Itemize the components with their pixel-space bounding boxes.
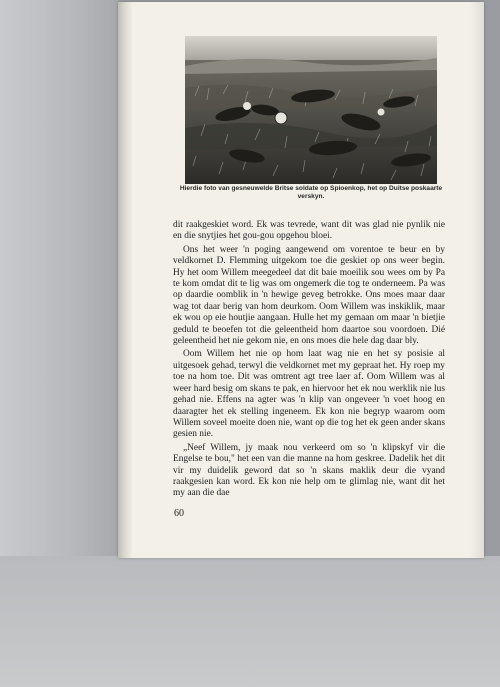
battlefield-photo <box>185 36 437 184</box>
page-edge <box>470 2 484 558</box>
paragraph-4: „Neef Willem, jy maak nou verkeerd om so 'n klipskyf vir die Engelse te bou," het een van die manne na hom geskree. Dadelik het dit vir my duidelik geword dat so 'n skans maklik deur die vyand raakgesien kan word. Ek kon nie help om te glimlag nie, want dit het my aan die dae <box>173 442 445 499</box>
body-text <box>173 220 445 502</box>
book-gutter <box>118 2 132 558</box>
paragraph-3: Oom Willem het nie op hom laat wag nie en het sy posisie al uitgesoek gehad, terwyl die veldkornet met my gepraat het. Hy roep my toe na hom toe. Dit was omtrent agt tree laer af. Oom Willem was al weer hard besig om skans te pak, en hiervoor het ek nou werklik nie lus gehad nie. Effens na agter was 'n klip van ongeveer 'n voet hoog en daaragter het ek stelling ingeneem. Ek kon nie begryp waarom oom Willem soveel moeite doen nie, want op die tog het ek geen ander skans gesien nie. <box>173 349 445 440</box>
photo-caption: Hierdie foto van gesneuwelde Britse soldate op Spioenkop, het op Duitse poskaarte verskyn. <box>179 185 443 200</box>
paragraph-2: Ons het weer 'n poging aangewend om vorentoe te beur en by veldkornet D. Flemming uitgekom toe die geskiet op ons weer begin. Hy het oom Willem meegedeel dat dit baie moeilik sou wees om by Pa te kom omdat dit te lig was om ongemerk die tog te onderneem. Pa was op daardie oomblik in 'n hewige geveg betrokke. Ons moes maar daar wag tot daar berig van hom deurkom. Oom Willem was inskiklik, maar ek wou op eie houtjie aangaan. Hulle het my gemaan om maar 'n bietjie geduld te beoefen tot die geleentheid hom daartoe sou voordoen. Dié geleentheid het nie gekom nie, en ons moes die hele dag daar bly. <box>173 244 445 347</box>
paragraph-1: dit raakgeskiet word. Ek was tevrede, want dit was glad nie pynlik nie en die snytjies het gou-gou opgehou bloei. <box>173 220 445 242</box>
page-number: 60 <box>174 508 184 519</box>
scanner-background-bottom <box>0 556 500 687</box>
photo-image <box>185 36 437 184</box>
